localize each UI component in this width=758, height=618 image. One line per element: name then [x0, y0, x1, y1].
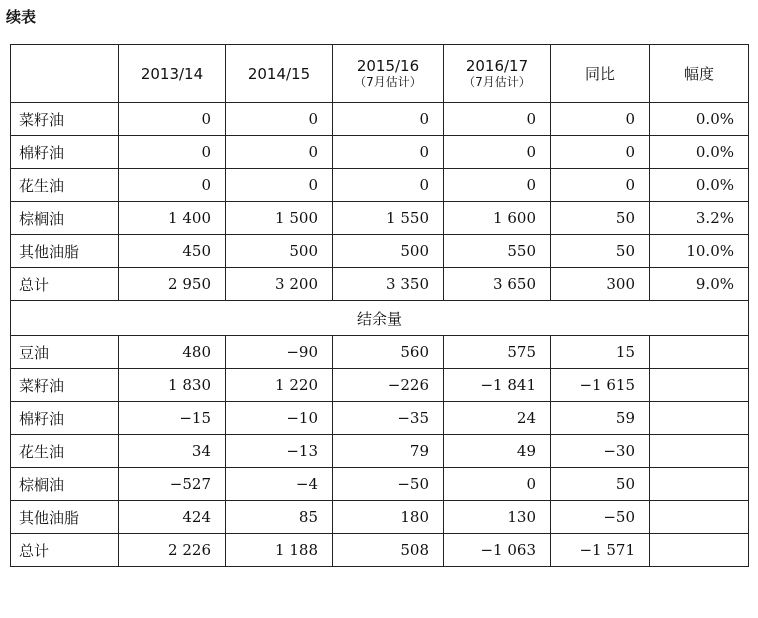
- table-cell: 0: [444, 169, 551, 202]
- table-row: [11, 103, 749, 136]
- table-cell: 85: [226, 501, 333, 534]
- table-cell: −35: [333, 402, 444, 435]
- table-cell: 0: [119, 169, 226, 202]
- table-cell: −527: [119, 468, 226, 501]
- table-row: [11, 402, 749, 435]
- table-cell: 0: [333, 169, 444, 202]
- table-cell: −13: [226, 435, 333, 468]
- data-table: [10, 44, 749, 567]
- table-cell: 0.0%: [650, 103, 749, 136]
- table-cell: −50: [551, 501, 650, 534]
- header-cell: 2014/15: [226, 45, 333, 103]
- header-cell: 2013/14: [119, 45, 226, 103]
- row-label: 总计: [11, 534, 119, 567]
- table-cell: 59: [551, 402, 650, 435]
- table-cell: −90: [226, 336, 333, 369]
- table-cell: 50: [551, 468, 650, 501]
- table-cell: 1 500: [226, 202, 333, 235]
- table-cell: −50: [333, 468, 444, 501]
- table-cell: 9.0%: [650, 268, 749, 301]
- table-row: [11, 235, 749, 268]
- table-row: [11, 534, 749, 567]
- section-title: 结余量: [11, 301, 749, 336]
- table-cell: [650, 468, 749, 501]
- table-cell: 0: [444, 136, 551, 169]
- row-label: 花生油: [11, 435, 119, 468]
- table-cell: 50: [551, 235, 650, 268]
- table-cell: 3.2%: [650, 202, 749, 235]
- table-cell: 0: [226, 136, 333, 169]
- table-cell: −15: [119, 402, 226, 435]
- row-label: 花生油: [11, 169, 119, 202]
- table-row: [11, 468, 749, 501]
- table-cell: 480: [119, 336, 226, 369]
- table-row: [11, 435, 749, 468]
- table-cell: −1 615: [551, 369, 650, 402]
- table-cell: 1 188: [226, 534, 333, 567]
- table-cell: 10.0%: [650, 235, 749, 268]
- table-cell: 550: [444, 235, 551, 268]
- table-row: [11, 369, 749, 402]
- table-cell: 575: [444, 336, 551, 369]
- table-cell: [650, 534, 749, 567]
- header-cell: 幅度: [650, 45, 749, 103]
- table-cell: −1 571: [551, 534, 650, 567]
- table-cell: 0: [444, 468, 551, 501]
- row-label: 棉籽油: [11, 402, 119, 435]
- table-cell: 0: [226, 169, 333, 202]
- table-cell: −30: [551, 435, 650, 468]
- row-label: 其他油脂: [11, 235, 119, 268]
- table-cell: 1 600: [444, 202, 551, 235]
- table-cell: 3 350: [333, 268, 444, 301]
- table-cell: −1 841: [444, 369, 551, 402]
- table-cell: 34: [119, 435, 226, 468]
- row-label: 棉籽油: [11, 136, 119, 169]
- table-row: [11, 169, 749, 202]
- table-row: [11, 501, 749, 534]
- table-cell: 79: [333, 435, 444, 468]
- table-cell: 3 200: [226, 268, 333, 301]
- table-row: [11, 202, 749, 235]
- row-label: 总计: [11, 268, 119, 301]
- table-cell: [650, 402, 749, 435]
- table-cell: 500: [333, 235, 444, 268]
- row-label: 豆油: [11, 336, 119, 369]
- row-label: 菜籽油: [11, 369, 119, 402]
- table-cell: 1 220: [226, 369, 333, 402]
- table-cell: −226: [333, 369, 444, 402]
- table-cell: 49: [444, 435, 551, 468]
- table-cell: 1 830: [119, 369, 226, 402]
- table-cell: 0: [119, 103, 226, 136]
- table-cell: 1 400: [119, 202, 226, 235]
- table-cell: 50: [551, 202, 650, 235]
- table-cell: 1 550: [333, 202, 444, 235]
- table-cell: 450: [119, 235, 226, 268]
- table-cell: −10: [226, 402, 333, 435]
- header-cell: 同比: [551, 45, 650, 103]
- table-cell: −1 063: [444, 534, 551, 567]
- table-cell: 0: [551, 169, 650, 202]
- table-cell: 3 650: [444, 268, 551, 301]
- table-cell: 0: [444, 103, 551, 136]
- table-cell: 560: [333, 336, 444, 369]
- table-cell: 424: [119, 501, 226, 534]
- table-cell: 500: [226, 235, 333, 268]
- table-cell: 300: [551, 268, 650, 301]
- table-cell: [650, 369, 749, 402]
- table-cell: 180: [333, 501, 444, 534]
- table-cell: −4: [226, 468, 333, 501]
- header-row: [11, 45, 749, 103]
- header-corner: [11, 45, 119, 103]
- table-cell: 0: [333, 136, 444, 169]
- table-cell: 0: [226, 103, 333, 136]
- header-cell: 2015/16 （7月估计）: [333, 45, 444, 103]
- table-row: [11, 336, 749, 369]
- table-cell: 0: [119, 136, 226, 169]
- row-label: 菜籽油: [11, 103, 119, 136]
- table-cell: 0.0%: [650, 136, 749, 169]
- header-cell: 2016/17 （7月估计）: [444, 45, 551, 103]
- table-cell: 15: [551, 336, 650, 369]
- table-cell: 0: [333, 103, 444, 136]
- table-cell: [650, 435, 749, 468]
- table-cell: 0.0%: [650, 169, 749, 202]
- table-cell: 0: [551, 136, 650, 169]
- table-cell: 0: [551, 103, 650, 136]
- table-cell: 130: [444, 501, 551, 534]
- row-label: 棕榈油: [11, 202, 119, 235]
- table-caption: 续表: [6, 8, 37, 26]
- table-cell: 508: [333, 534, 444, 567]
- table-cell: 2 226: [119, 534, 226, 567]
- section-row: [11, 301, 749, 336]
- table-cell: [650, 336, 749, 369]
- table-cell: 24: [444, 402, 551, 435]
- table-cell: 2 950: [119, 268, 226, 301]
- table-row: [11, 268, 749, 301]
- table-row: [11, 136, 749, 169]
- row-label: 棕榈油: [11, 468, 119, 501]
- table-cell: [650, 501, 749, 534]
- row-label: 其他油脂: [11, 501, 119, 534]
